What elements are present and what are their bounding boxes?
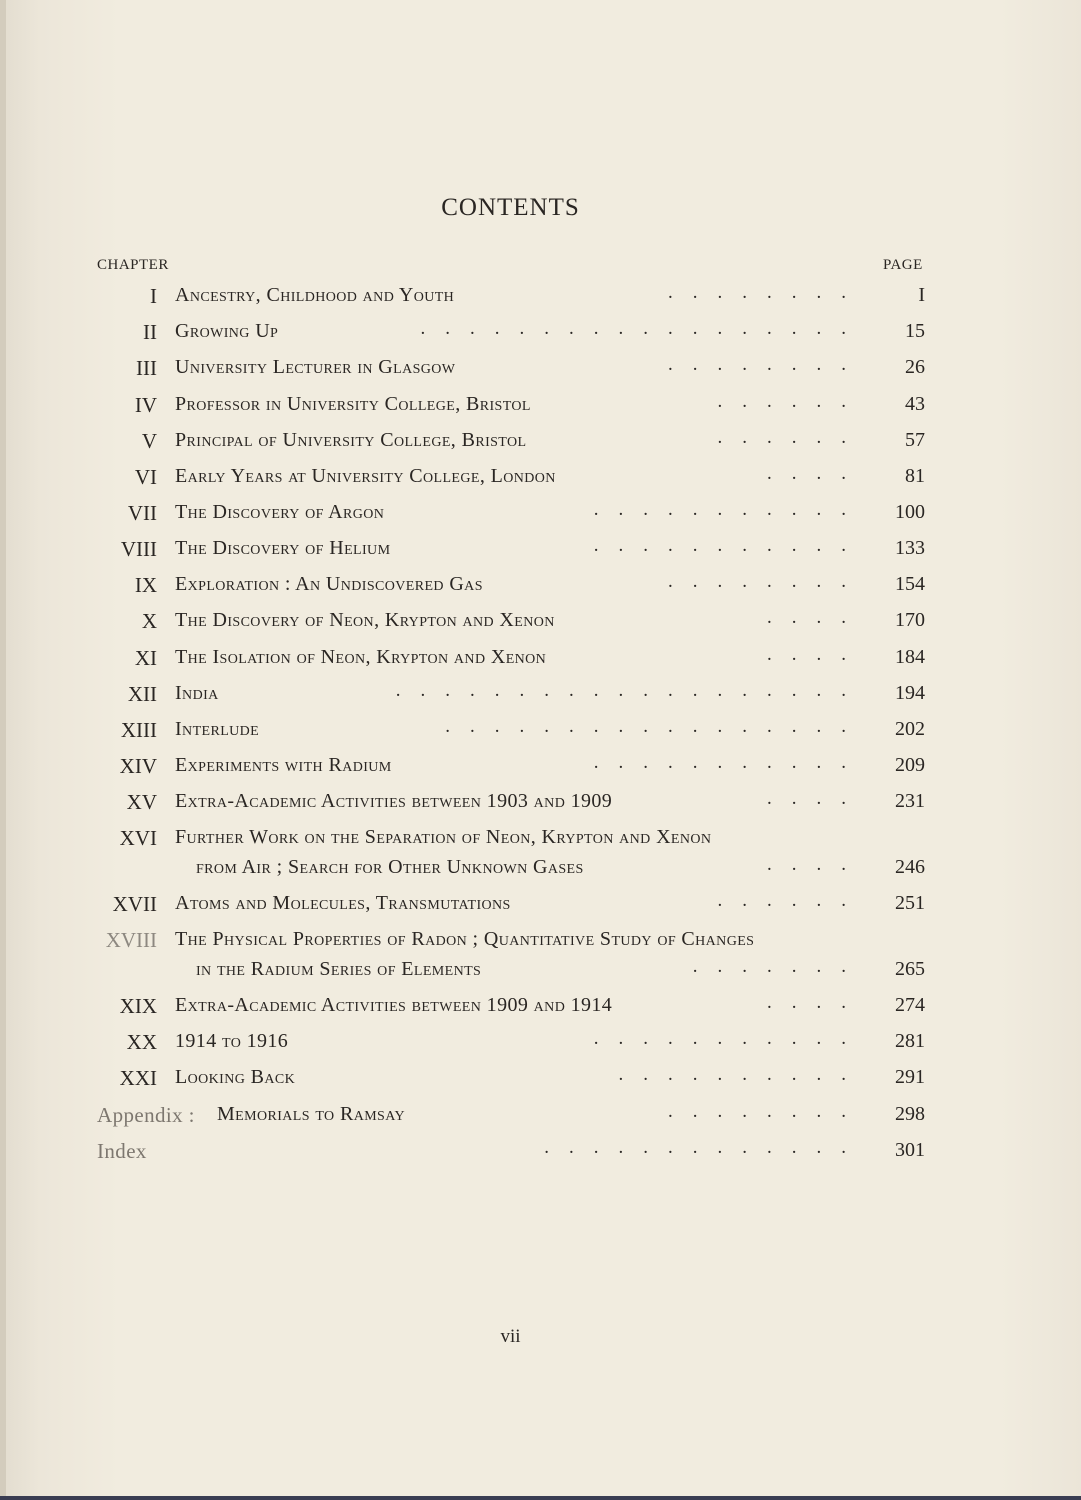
appendix-label: Appendix : [97,1103,195,1127]
page-number: 170 [895,609,925,631]
chapter-number: IX [134,573,157,597]
toc-entry [0,356,1081,386]
chapter-number: VI [134,465,157,489]
dot-leader: ...... [717,391,866,412]
toc-entry [0,718,1081,748]
page-number: 43 [905,393,925,415]
toc-entry [0,320,1081,350]
toc-entry [0,1030,1081,1060]
chapter-number: I [150,284,157,308]
chapter-title: The Discovery of Argon [175,501,385,523]
chapter-number: X [141,609,157,633]
dot-leader: ...... [717,890,866,911]
chapter-title: The Discovery of Neon, Krypton and Xenon [175,609,555,631]
dot-leader: .... [767,854,866,875]
toc-entry [0,465,1081,495]
dot-leader: ........... [593,535,866,556]
dot-leader: ................... [395,680,866,701]
page-number: 194 [895,682,925,704]
page-number: 26 [905,356,925,378]
dot-leader: .... [767,607,866,628]
chapter-title: India [175,682,219,704]
dot-leader: ........... [593,499,866,520]
page-column-header: PAGE [883,257,923,273]
toc-entry [0,537,1081,567]
page-number: 291 [895,1066,925,1088]
page-number: 184 [895,646,925,668]
chapter-title: Ancestry, Childhood and Youth [175,284,455,306]
dot-leader: ....... [692,956,866,977]
chapter-title: Looking Back [175,1066,296,1088]
page-number: 274 [895,994,925,1016]
chapter-title: Growing Up [175,320,279,342]
chapter-title: The Physical Properties of Radon ; Quantitative Study of Changes [175,928,755,950]
toc-entry [0,682,1081,712]
chapter-title-continued: from Air ; Search for Other Unknown Gases [196,856,584,878]
chapter-number: XII [127,682,157,706]
chapter-number: XIX [119,994,157,1018]
chapter-number: III [136,356,157,380]
page-title: CONTENTS [441,194,580,221]
page-number: 298 [895,1103,925,1125]
toc-index [0,1139,1081,1169]
toc-entry [0,826,1081,856]
chapter-number: XVIII [105,928,157,952]
dot-leader: .... [767,463,866,484]
page-number: 265 [895,958,925,980]
chapter-title: Extra-Academic Activities between 1909 and 1914 [175,994,613,1016]
chapter-number: XVII [112,892,157,916]
chapter-number: XX [126,1030,157,1054]
chapter-number: II [143,320,157,344]
chapter-title: Early Years at University College, London [175,465,556,487]
page-number: 57 [905,429,925,451]
appendix-title: Memorials to Ramsay [217,1103,405,1125]
page-number: I [918,284,925,306]
toc-entry [0,429,1081,459]
page-number: 81 [905,465,925,487]
chapter-title: The Discovery of Helium [175,537,391,559]
dot-leader: ................. [445,716,866,737]
dot-leader: .......... [618,1064,866,1085]
dot-leader: ...... [717,427,866,448]
toc-entry [0,573,1081,603]
page-bottom-edge [0,1496,1081,1500]
chapter-number: VII [127,501,157,525]
chapter-number: XXI [119,1066,157,1090]
chapter-number: V [141,429,157,453]
chapter-title: Principal of University College, Bristol [175,429,527,451]
page-number: 202 [895,718,925,740]
dot-leader: ........ [668,1101,866,1122]
dot-leader: ........ [668,571,866,592]
chapter-title: 1914 to 1916 [175,1030,289,1052]
chapter-number: XI [134,646,157,670]
page-folio: vii [500,1326,521,1347]
toc-entry-continuation [0,856,1081,886]
page-number: 231 [895,790,925,812]
chapter-title: Atoms and Molecules, Transmutations [175,892,511,914]
chapter-number: VIII [120,537,157,561]
toc-entry [0,1066,1081,1096]
toc-entry [0,892,1081,922]
dot-leader: ........... [593,752,866,773]
chapter-title: Further Work on the Separation of Neon, Krypton and Xenon [175,826,712,848]
toc-entry-continuation [0,958,1081,988]
chapter-title: Extra-Academic Activities between 1903 and 1909 [175,790,613,812]
chapter-title: Professor in University College, Bristol [175,393,531,415]
toc-entry [0,284,1081,314]
page-edge-shadow [0,0,6,1500]
toc-entry [0,501,1081,531]
chapter-column-header: CHAPTER [97,257,169,273]
chapter-title: Exploration : An Undiscovered Gas [175,573,483,595]
chapter-title: University Lecturer in Glasgow [175,356,456,378]
chapter-number: XVI [119,826,157,850]
toc-entry [0,928,1081,958]
chapter-title: Interlude [175,718,260,740]
toc-entry [0,646,1081,676]
page-number: 251 [895,892,925,914]
dot-leader: .... [767,992,866,1013]
page-number: 133 [895,537,925,559]
toc-entry [0,994,1081,1024]
toc-entry [0,754,1081,784]
index-label: Index [97,1139,147,1163]
dot-leader: .... [767,644,866,665]
chapter-number: XIV [119,754,157,778]
page-number: 301 [895,1139,925,1161]
toc-appendix [0,1103,1081,1133]
chapter-title: Experiments with Radium [175,754,392,776]
toc-entry [0,609,1081,639]
chapter-title: The Isolation of Neon, Krypton and Xenon [175,646,547,668]
chapter-number: IV [134,393,157,417]
page-number: 15 [905,320,925,342]
page-number: 100 [895,501,925,523]
chapter-title-continued: in the Radium Series of Elements [196,958,482,980]
chapter-number: XV [126,790,157,814]
chapter-number: XIII [120,718,157,742]
toc-entry [0,393,1081,423]
toc-entry [0,790,1081,820]
dot-leader: ........... [593,1028,866,1049]
dot-leader: ........ [668,354,866,375]
page-number: 209 [895,754,925,776]
page-number: 246 [895,856,925,878]
dot-leader: .................. [420,318,866,339]
dot-leader: ............. [544,1137,866,1158]
page-number: 154 [895,573,925,595]
page-number: 281 [895,1030,925,1052]
dot-leader: ........ [668,282,866,303]
dot-leader: .... [767,788,866,809]
